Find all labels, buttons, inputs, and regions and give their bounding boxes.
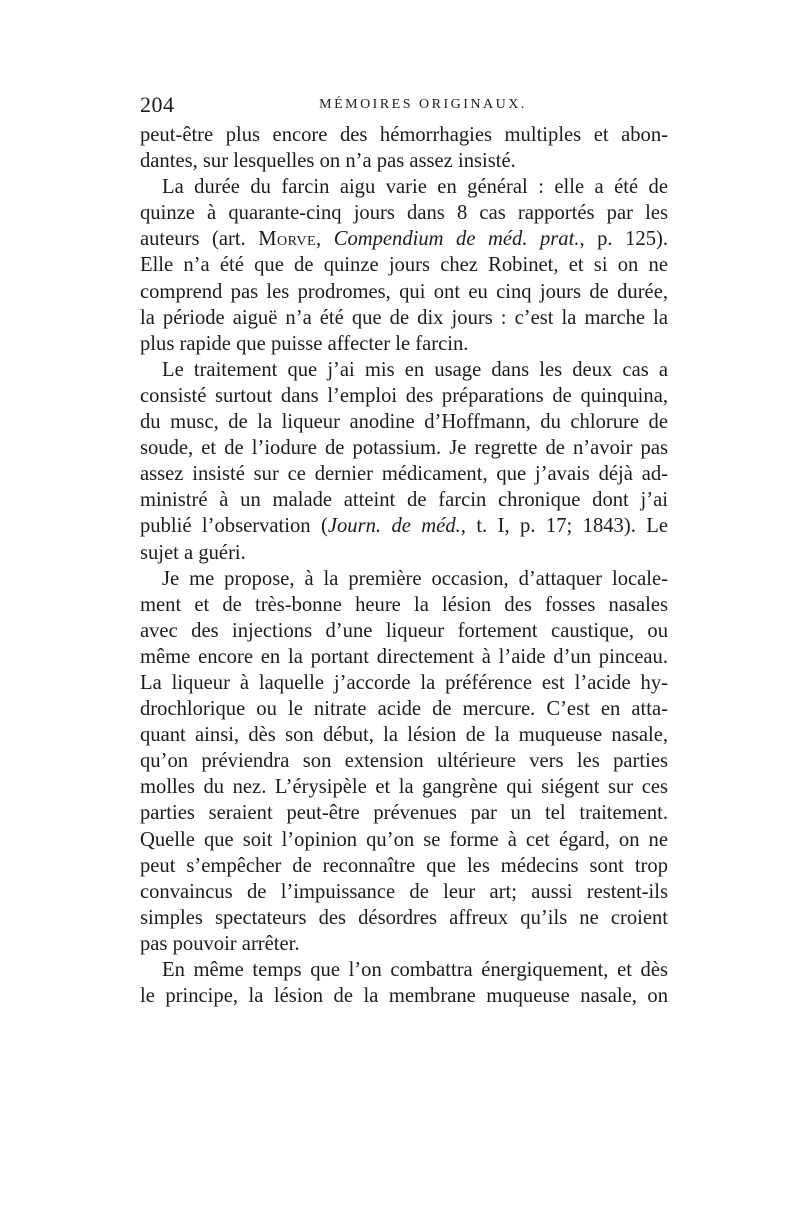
text-line: peut-être plus encore des hémorrhagies multiples et abon- [140,124,668,146]
text-run: t. I, p. 17; 1843). Le [465,515,668,538]
text-line: dantes, sur lesquelles on n’a pas assez insisté. [140,150,516,173]
text-line: quinze à quarante-cinq jours dans 8 cas rapportés par les [140,202,668,225]
text-line: ment et de très-bonne heure la lésion des fosses nasales [140,593,668,616]
text-line: Quelle que soit l’opinion qu’on se forme à cet égard, on ne [140,828,668,851]
italic-citation: Compendium de méd. prat. [333,228,580,251]
text-line: soude, et de l’iodure de potassium. Je regrette de n’avoir pas [140,437,668,460]
paragraph [140,174,668,357]
paragraph [140,122,668,174]
italic-citation: Journ. de méd., [327,515,466,538]
text-line: le principe, la lésion de la membrane muqueuse nasale, on [140,985,668,1008]
text-line: Elle n’a été que de quinze jours chez Robinet, et si on ne [140,254,668,277]
text-line: comprend pas les prodromes, qui ont eu cinq jours de durée, [140,280,668,303]
text-run: , [316,228,334,251]
text-line: drochlorique ou le nitrate acide de mercure. C’est en atta- [140,698,668,721]
paragraph [140,357,668,566]
text-line: Je me propose, à la première occasion, d’attaquer locale- [162,567,668,590]
text-line: consisté surtout dans l’emploi des préparations de quinquina, [140,384,668,407]
page-number: 204 [140,92,175,117]
text-line: pas pouvoir arrêter. [140,932,300,955]
text-line: ministré à un malade atteint de farcin chronique dont j’ai [140,489,668,512]
text-line: simples spectateurs des désordres affreux qu’ils ne croient [140,906,668,929]
text-line: peut s’empêcher de reconnaître que les médecins sont trop [140,854,668,877]
text-line: plus rapide que puisse affecter le farcin. [140,332,469,355]
text-line: sujet a guéri. [140,541,246,564]
text-line: molles du nez. L’érysipèle et la gangrène qui siégent sur ces [140,776,668,799]
text-line: convaincus de l’impuissance de leur art; aussi restent-ils [140,880,668,903]
book-page [140,92,668,1009]
body-text [140,122,668,1009]
text-line: quant ainsi, dès son début, la lésion de la muqueuse nasale, [140,724,668,747]
running-title: MÉMOIRES ORIGINAUX. [319,97,527,112]
text-line: avec des injections d’une liqueur fortement caustique, ou [140,619,668,642]
text-line: parties seraient peut-être prévenues par un tel traitement. [140,802,668,825]
small-caps-term: Morve [258,228,317,251]
paragraph [140,957,668,1009]
text-line: même encore en la portant directement à l’aide d’un pinceau. [140,645,668,668]
text-line: assez insisté sur ce dernier médicament, que j’avais déjà ad- [140,463,668,486]
text-run: publié l’observation ( [140,515,328,538]
running-head [140,92,668,122]
text-line [140,226,668,252]
text-line: En même temps que l’on combattra énergiquement, et dès [162,959,668,981]
text-line: la période aiguë n’a été que de dix jours : c’est la marche la [140,306,668,329]
text-line: Le traitement que j’ai mis en usage dans les deux cas a [162,358,668,381]
text-run: , p. 125). [579,228,668,251]
text-run: auteurs (art. [140,228,259,251]
text-line: du musc, de la liqueur anodine d’Hoffmann, du chlorure de [140,411,668,434]
paragraph [140,566,668,957]
text-line [140,513,668,539]
text-line: qu’on préviendra son extension ultérieure vers les parties [140,750,668,773]
text-line: La durée du farcin aigu varie en général : elle a été de [162,176,668,199]
text-line: La liqueur à laquelle j’accorde la préférence est l’acide hy- [140,671,668,694]
